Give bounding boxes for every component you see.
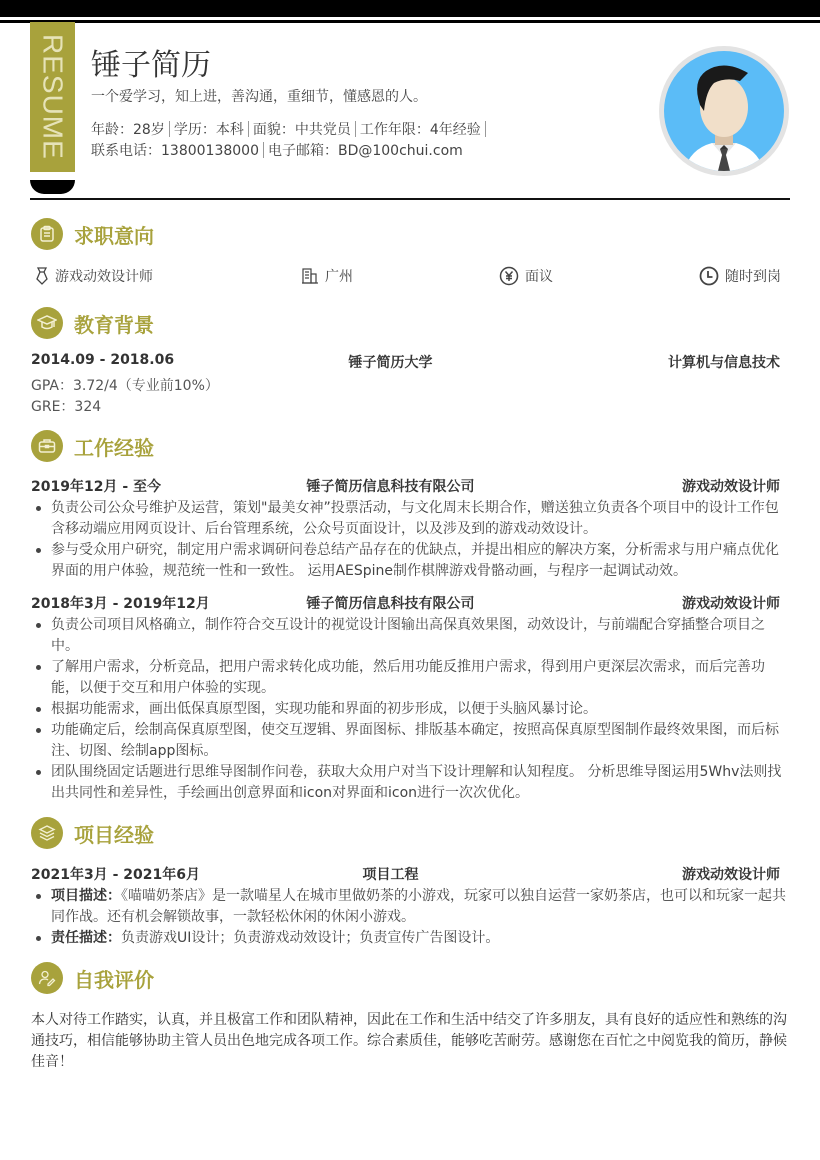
info-politics: 面貌：中共党员 xyxy=(252,122,351,138)
job-period: 2018年3月 - 2019年12月 xyxy=(31,596,210,612)
section-title: 工作经验 xyxy=(74,435,154,460)
avatar xyxy=(659,46,789,176)
job-period: 2019年12月 - 至今 xyxy=(31,479,162,495)
section-title: 教育背景 xyxy=(74,312,154,337)
edu-school: 锤子简历大学 xyxy=(348,355,433,371)
info-email: 电子邮箱：BD@100chui.com xyxy=(267,143,463,159)
section-header-intent xyxy=(31,218,154,250)
project-name: 项目工程 xyxy=(362,867,419,883)
list-item: 参与受众用户研究，制定用户需求调研问卷总结产品存在的优缺点，并提出相应的解决方案，分析需求与用户痛点优化界面的用户体验，规范统一性和一致性。 运用AESpine制作棋牌游戏骨骼动画，与程序一起调试动效。 xyxy=(31,540,791,582)
top-rule xyxy=(0,20,820,23)
edu-major: 计算机与信息技术 xyxy=(668,355,780,371)
resume-banner-cap xyxy=(30,180,75,194)
project-row xyxy=(31,864,780,884)
clipboard-icon xyxy=(31,218,63,250)
project-details xyxy=(31,886,791,949)
user-edit-icon xyxy=(31,962,63,994)
info-phone: 联系电话：13800138000 xyxy=(91,143,259,159)
top-black-band xyxy=(0,0,820,17)
list-item: 负责公司公众号维护及运营，策划"最美女神”投票活动，与文化周末长期合作，赠送独立负责各个项目中的设计工作包含移动端应用网页设计、后台管理系统，公众号页面设计，以及涉及到的游戏动效设计。 xyxy=(31,498,791,540)
edu-gpa: GPA：3.72/4（专业前10%） xyxy=(31,378,219,394)
separator xyxy=(263,142,264,158)
list-item: 根据功能需求，画出低保真原型图，实现功能和界面的初步形成，以便于头脑风暴讨论。 xyxy=(31,699,791,720)
job-role: 游戏动效设计师 xyxy=(682,479,780,495)
tie-icon xyxy=(35,267,49,285)
separator xyxy=(248,121,249,137)
resume-label: RESUME xyxy=(37,34,69,160)
intent-salary: 面议 xyxy=(499,266,553,286)
layers-icon xyxy=(31,817,63,849)
separator xyxy=(355,121,356,137)
education-row xyxy=(31,352,780,372)
job-row xyxy=(31,593,780,613)
section-header-education xyxy=(31,307,154,339)
basic-info-line xyxy=(91,119,490,139)
project-period: 2021年3月 - 2021年6月 xyxy=(31,867,200,883)
job-company: 锤子简历信息科技有限公司 xyxy=(306,596,475,612)
candidate-name: 锤子简历 xyxy=(91,48,211,83)
intent-city: 广州 xyxy=(301,266,353,286)
section-title: 求职意向 xyxy=(74,223,154,248)
bullet-label: 项目描述： xyxy=(51,888,121,904)
intent-position: 游戏动效设计师 xyxy=(35,266,153,286)
section-header-project xyxy=(31,817,154,849)
header-divider xyxy=(30,198,790,200)
job-intent-row xyxy=(31,266,791,288)
edu-period: 2014.09 - 2018.06 xyxy=(31,352,175,368)
job-company: 锤子简历信息科技有限公司 xyxy=(306,479,475,495)
briefcase-icon xyxy=(31,430,63,462)
job-duties xyxy=(31,615,791,804)
intent-availability: 随时到岗 xyxy=(699,266,781,286)
list-item: 责任描述：负责游戏UI设计；负责游戏动效设计；负责宣传广告图设计。 xyxy=(31,928,791,949)
resume-banner xyxy=(30,22,75,172)
edu-gre: GRE：324 xyxy=(31,399,102,415)
project-role: 游戏动效设计师 xyxy=(682,867,780,883)
job-role: 游戏动效设计师 xyxy=(682,596,780,612)
section-title: 自我评价 xyxy=(74,967,154,992)
list-item: 功能确定后，绘制高保真原型图，使交互逻辑、界面图标、排版基本确定，按照高保真原型图制作最终效果图，而后标注、切图、绘制app图标。 xyxy=(31,720,791,762)
self-evaluation-text: 本人对待工作踏实，认真，并且极富工作和团队精神，因此在工作和生活中结交了许多朋友，具有良好的适应性和熟练的沟通技巧，相信能够协助主管人员出色地完成各项工作。综合素质佳，能够吃苦耐劳。感谢您在百忙之中阅览我的简历，静候佳音！ xyxy=(31,1012,787,1070)
separator xyxy=(485,121,486,137)
contact-info-line xyxy=(91,140,467,160)
info-years: 工作年限：4年经验 xyxy=(359,122,481,138)
list-item: 团队围绕固定话题进行思维导图制作问卷，获取大众用户对当下设计理解和认知程度。 分析思维导图运用5Whv法则找出共同性和差异性，手绘画出创意界面和icon对界面和icon进行一次次优化。 xyxy=(31,762,791,804)
avatar-illustration xyxy=(664,51,784,171)
clock-icon xyxy=(699,266,719,286)
separator xyxy=(169,121,170,137)
list-item: 项目描述：《喵喵奶茶店》是一款喵星人在城市里做奶茶的小游戏，玩家可以独自运营一家奶茶店，也可以和玩家一起共同作战。还有机会解锁故事，一款轻松休闲的休闲小游戏。 xyxy=(31,886,791,928)
section-header-work xyxy=(31,430,154,462)
info-education: 学历：本科 xyxy=(173,122,244,138)
bullet-label: 责任描述： xyxy=(51,930,121,946)
info-age: 年龄：28岁 xyxy=(91,122,165,138)
section-header-self xyxy=(31,962,154,994)
list-item: 负责公司项目风格确立，制作符合交互设计的视觉设计图输出高保真效果图，动效设计，与前端配合穿插整合项目之中。 xyxy=(31,615,791,657)
yen-icon xyxy=(499,266,519,286)
building-icon xyxy=(301,267,319,285)
job-duties xyxy=(31,498,791,582)
graduation-cap-icon xyxy=(31,307,63,339)
job-row xyxy=(31,476,780,496)
motto: 一个爱学习，知上进，善沟通，重细节，懂感恩的人。 xyxy=(91,89,427,105)
section-title: 项目经验 xyxy=(74,822,154,847)
list-item: 了解用户需求，分析竞品，把用户需求转化成功能，然后用功能反推用户需求，得到用户更深层次需求，而后完善功能，以便于交互和用户体验的实现。 xyxy=(31,657,791,699)
